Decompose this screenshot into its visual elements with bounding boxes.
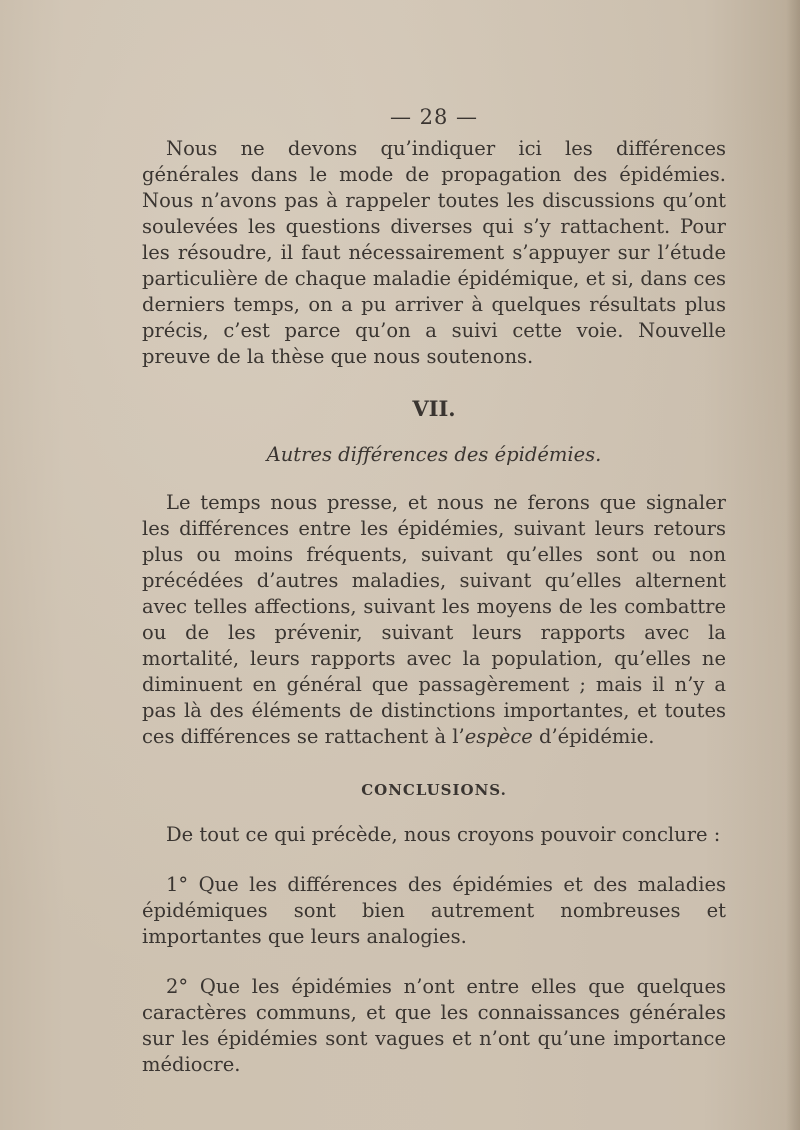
section-number: VII. <box>412 396 456 421</box>
page-edge-shadow <box>786 0 800 1130</box>
page-number: — 28 — <box>389 105 479 129</box>
intro-paragraph: Nous ne devons qu’indiquer ici les différences générales dans le mode de propagation des épidémies. Nous n’avons pas à rappeler toutes les discussions qu’ont soulevées les questions diverses qui s’y rattachent. Pour les résoudre, il faut nécessairement s’appuyer sur l’étude particulière de chaque maladie épidémique, et si, dans ces derniers temps, on a pu arriver à quelques résultats plus précis, c’est parce qu’on a suivi cette voie. Nouvelle preuve de la thèse que nous soutenons. <box>142 137 726 368</box>
section-vii-text-after: d’épidémie. <box>532 725 655 748</box>
section-title: Autres différences des épidémies. <box>266 443 602 466</box>
text-column <box>142 100 726 1078</box>
section-vii-italic-word: espèce <box>464 725 533 748</box>
section-vii-text-before: Le temps nous presse, et nous ne ferons que signaler les différences entre les épidémies, suivant leurs retours plus ou moins fréquents, suivant qu’elles sont ou non précédées d’autres maladies, suivant qu’elles alternent avec telles affections, suivant les moyens de les combattre ou de les prévenir, suivant leurs rapports avec la mortalité, leurs rapports avec la population, qu’elles ne diminuent en général que passagèrement ; mais il n’y a pas là des éléments de distinctions importantes, et toutes ces différences se rattachent à l’ <box>142 491 726 748</box>
section-vii-paragraph <box>142 490 726 750</box>
conclusion-item-2: 2° Que les épidémies n’ont entre elles que quelques caractères communs, et que les connaissances générales sur les épidémies sont vagues et n’ont qu’une importance médiocre. <box>142 975 726 1076</box>
conclusions-lead: De tout ce qui précède, nous croyons pouvoir conclure : <box>166 823 721 846</box>
conclusion-item-1: 1° Que les différences des épidémies et des maladies épidémiques sont bien autrement nombreuses et importantes que leurs analogies. <box>142 873 726 948</box>
conclusions-heading: CONCLUSIONS. <box>361 781 507 799</box>
